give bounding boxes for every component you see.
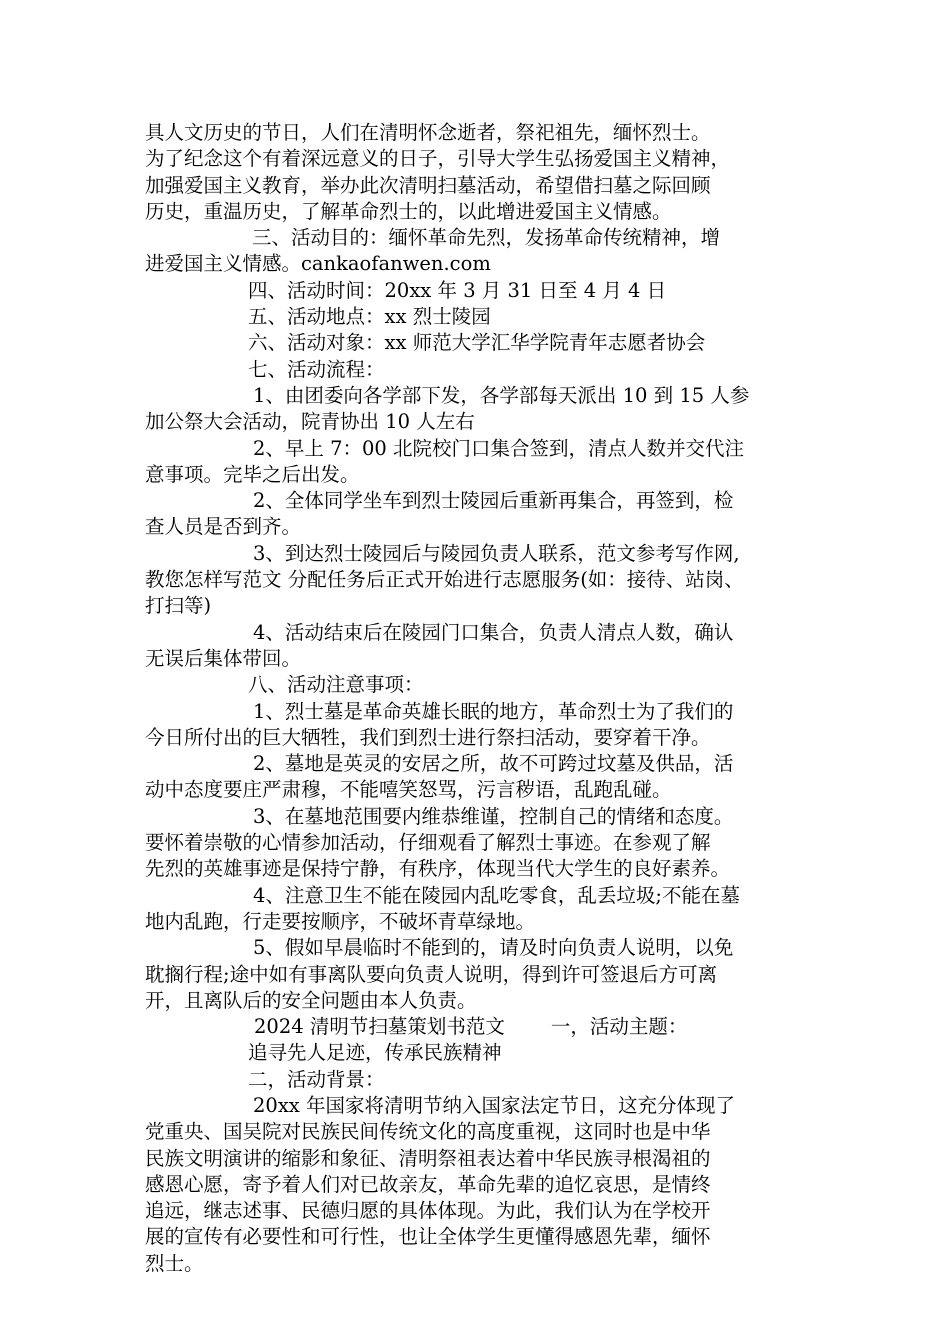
document-title-row [145, 1014, 825, 1040]
paragraph-start: 20xx 年国家将清明节纳入国家法定节日，这充分体现了 [253, 1093, 736, 1117]
text-line: 追远，继志述事、民德归愿的具体体现。为此，我们认为在学校开 [145, 1199, 711, 1223]
section-heading-process: 七、活动流程： [248, 357, 385, 381]
text-line: 感恩心愿，寄予着人们对已故亲友，革命先辈的追忆哀思，是情终 [145, 1172, 711, 1196]
text-line: 民族文明演讲的缩影和象征、清明祭祖表达着中华民族寻根渴祖的 [145, 1146, 711, 1170]
text-line: 展的宣传有必要性和可行性，也让全体学生更懂得感恩先辈，缅怀 [145, 1225, 711, 1249]
section-heading-location: 五、活动地点：xx 烈士陵园 [248, 305, 491, 329]
list-item: 3、到达烈士陵园后与陵园负责人联系，范文参考写作网, [253, 541, 740, 565]
section-heading-participants: 六、活动对象：xx 师范大学汇华学院青年志愿者协会 [248, 331, 706, 355]
text-line: 加公祭大会活动，院青协出 10 人左右 [145, 410, 475, 434]
section-heading-theme: 一，活动主题： [550, 1015, 688, 1039]
theme-text: 追寻先人足迹，传承民族精神 [248, 1041, 502, 1065]
text-line: 无误后集体带回。 [145, 646, 302, 670]
list-item: 1、烈士墓是革命英雄长眠的地方，革命烈士为了我们的 [253, 699, 734, 723]
text-line: 今日所付出的巨大牺牲，我们到烈士进行祭扫活动，要穿着干净。 [145, 725, 711, 749]
text-line: 动中态度要庄严肃穆，不能嘻笑怒骂，污言秽语，乱跑乱碰。 [145, 778, 672, 802]
text-line: 进爱国主义情感。cankaofanwen.com [145, 252, 491, 276]
text-line: 先烈的英雄事迹是保持宁静，有秩序，体现当代大学生的良好素养。 [145, 857, 731, 881]
section-heading-time: 四、活动时间：20xx 年 3 月 31 日至 4 月 4 日 [248, 278, 667, 302]
text-line: 烈士。 [145, 1251, 204, 1275]
list-item: 5、假如早晨临时不能到的，请及时向负责人说明，以免 [253, 936, 734, 960]
list-item: 3、在墓地范围要内维恭维谨，控制自己的情绪和态度。 [253, 804, 734, 828]
document-title: 2024 清明节扫墓策划书范文 [254, 1015, 505, 1039]
text-line: 打扫等) [145, 594, 212, 618]
text-line: 教您怎样写范文 分配任务后正式开始进行志愿服务(如：接待、站岗、 [145, 568, 744, 592]
text-line: 意事项。完毕之后出发。 [145, 462, 360, 486]
text-line: 地内乱跑，行走要按顺序，不破坏青草绿地。 [145, 909, 536, 933]
text-line: 加强爱国主义教育，举办此次清明扫墓活动，希望借扫墓之际回顾 [145, 173, 711, 197]
list-item: 2、早上 7：00 北院校门口集合签到，清点人数并交代注 [253, 436, 745, 460]
section-heading-background: 二，活动背景： [248, 1067, 385, 1091]
text-line: 历史，重温历史，了解革命烈士的，以此增进爱国主义情感。 [145, 199, 672, 223]
text-line: 党重央、国吴院对民族民间传统文化的高度重视，这同时也是中华 [145, 1120, 711, 1144]
list-item: 4、注意卫生不能在陵园内乱吃零食，乱丢垃圾;不能在墓 [253, 883, 740, 907]
text-line: 具人文历史的节日，人们在清明怀念逝者，祭祀祖先，缅怀烈士。 [145, 121, 711, 144]
list-item: 4、活动结束后在陵园门口集合，负责人清点人数，确认 [253, 620, 734, 644]
text-line: 要怀着崇敬的心情参加活动，仔细观看了解烈士事迹。在参观了解 [145, 831, 711, 855]
text-line: 查人员是否到齐。 [145, 515, 302, 539]
list-item: 1、由团委向各学部下发，各学部每天派出 10 到 15 人参 [253, 383, 750, 407]
section-heading-purpose: 三、活动目的：缅怀革命先烈，发扬革命传统精神，增 [252, 226, 721, 250]
list-item: 2、墓地是英灵的安居之所，故不可跨过坟墓及供品，活 [253, 752, 734, 776]
text-line: 为了纪念这个有着深远意义的日子，引导大学生弘扬爱国主义精神， [145, 147, 731, 171]
document-body [145, 120, 825, 1277]
section-heading-notes: 八、活动注意事项： [248, 673, 424, 697]
text-line: 耽搁行程;途中如有事离队要向负责人说明，得到许可签退后方可离 [145, 962, 718, 986]
list-item: 2、全体同学坐车到烈士陵园后重新再集合，再签到，检 [253, 489, 734, 513]
text-line: 开，且离队后的安全问题由本人负责。 [145, 988, 477, 1012]
